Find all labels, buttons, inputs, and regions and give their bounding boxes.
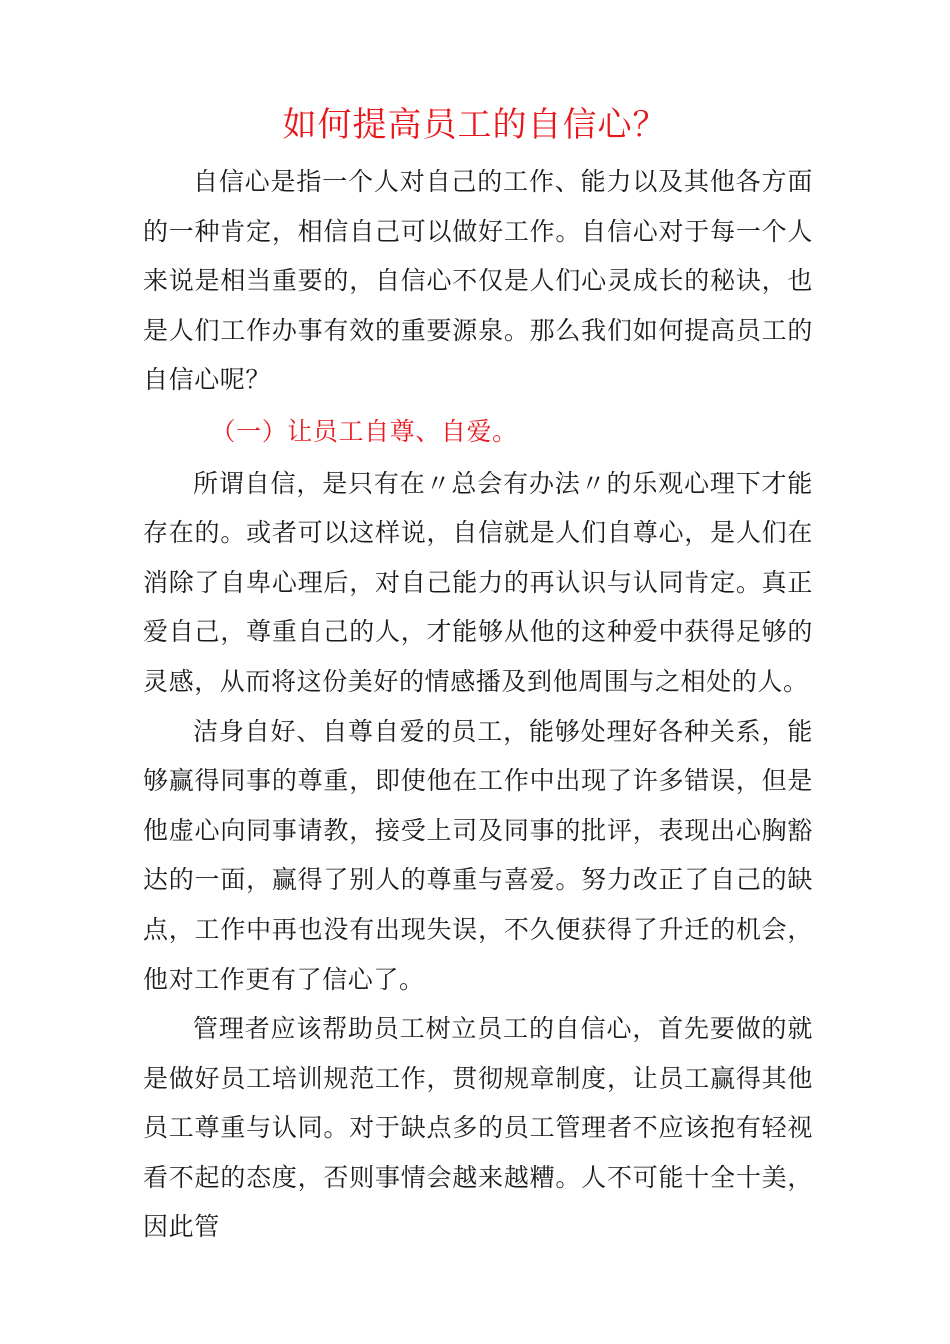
document-title: 如何提高员工的自信心？	[282, 105, 668, 145]
body-paragraph-1: 所谓自信，是只有在〃总会有办法〃的乐观心理下才能存在的。或者可以这样说，自信就是人们自尊心，是人们在消除了自卑心理后，对自己能力的再认识与认同肯定。真正爱自己，尊重自己的人，才能够从他的这种爱中获得足够的灵感，从而将这份美好的情感播及到他周围与之相处的人。	[143, 468, 813, 696]
section-heading: （一）让员工自尊、自爱。	[210, 416, 518, 446]
body-paragraph-2: 洁身自好、自尊自爱的员工，能够处理好各种关系，能够赢得同事的尊重，即使他在工作中出现了许多错误，但是他虚心向同事请教，接受上司及同事的批评，表现出心胸豁达的一面，赢得了别人的尊重与喜爱。努力改正了自己的缺点，工作中再也没有出现失误，不久便获得了升迁的机会，他对工作更有了信心了。	[143, 716, 813, 994]
body-paragraph-3: 管理者应该帮助员工树立员工的自信心，首先要做的就是做好员工培训规范工作，贯彻规章制度，让员工赢得其他员工尊重与认同。对于缺点多的员工管理者不应该抱有轻视看不起的态度，否则事情会越来越糟。人不可能十全十美，因此管	[143, 1014, 813, 1242]
intro-paragraph: 自信心是指一个人对自己的工作、能力以及其他各方面的一种肯定，相信自己可以做好工作。自信心对于每一个人来说是相当重要的，自信心不仅是人们心灵成长的秘诀，也是人们工作办事有效的重要源泉。那么我们如何提高员工的自信心呢？	[143, 167, 813, 395]
document-body	[143, 157, 813, 1252]
